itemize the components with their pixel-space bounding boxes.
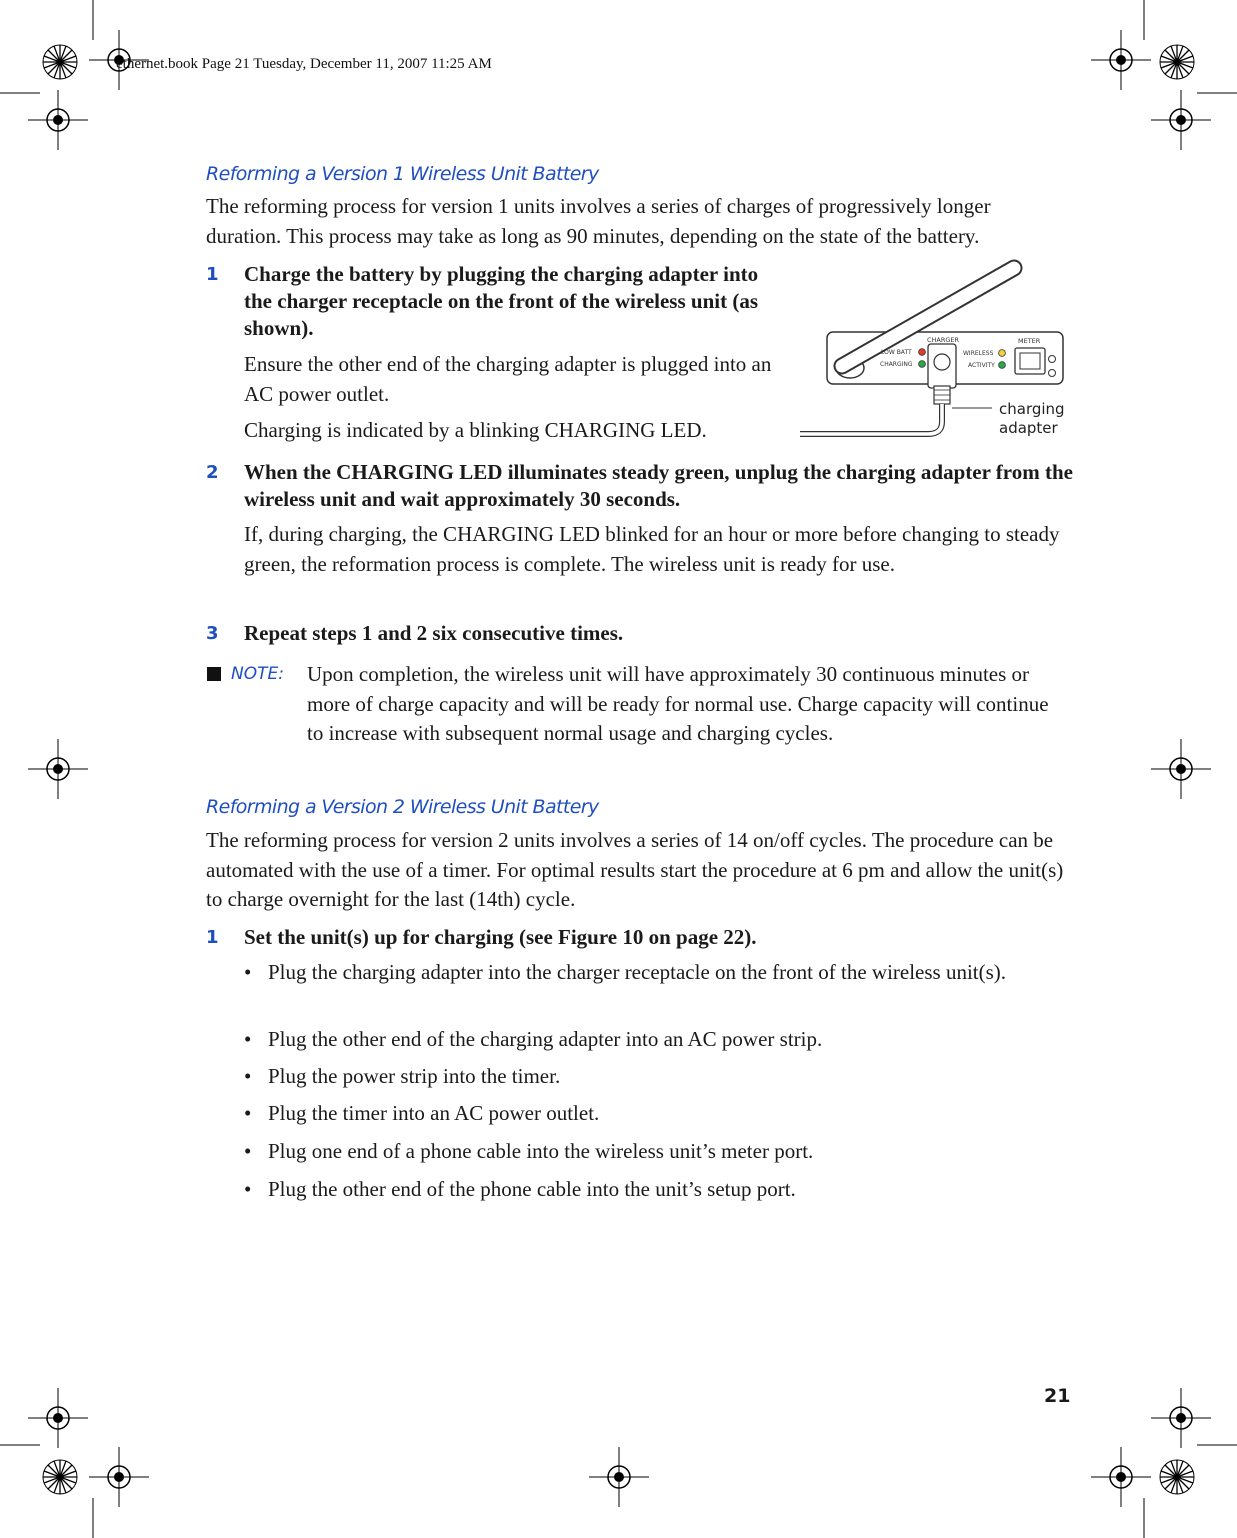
note-text: Upon completion, the wireless unit will have approximately 30 continuous minutes or more of charge capacity and will be ready for normal use. Charge capacity will continue to increase with subsequent normal usage and charging cycles. xyxy=(307,662,1049,745)
step-3-title: Repeat steps 1 and 2 six consecutive times. xyxy=(244,621,624,645)
bullet-item xyxy=(244,1099,1064,1129)
bullet-icon: • xyxy=(244,960,252,984)
meter-label: METER xyxy=(1018,337,1041,345)
step-3-number: 3 xyxy=(206,623,219,644)
callout-line-2: adapter xyxy=(999,419,1058,437)
bullet-item xyxy=(244,958,1064,1016)
bullet-item xyxy=(244,1062,1064,1092)
step-2-body: If, during charging, the CHARGING LED blinked for an hour or more before changing to steady green, the reformation process is complete. The wireless unit is ready for use. xyxy=(244,522,1060,576)
bullet-icon: • xyxy=(244,1177,252,1201)
low-batt-label: LOW BATT xyxy=(881,349,912,356)
section2-heading: Reforming a Version 2 Wireless Unit Battery xyxy=(206,796,599,818)
bullet-icon: • xyxy=(244,1101,252,1125)
section1-heading: Reforming a Version 1 Wireless Unit Battery xyxy=(206,163,599,185)
activity-label: ACTIVITY xyxy=(968,362,995,369)
note-label: NOTE: xyxy=(231,664,284,684)
step-1-title: Charge the battery by plugging the charging adapter into the charger receptacle on the front of the wireless unit (as shown). xyxy=(244,262,759,340)
bullet-text: Plug one end of a phone cable into the wireless unit’s meter port. xyxy=(268,1139,814,1163)
section2-step-1-number: 1 xyxy=(206,927,219,948)
charger-label: CHARGER xyxy=(927,336,960,344)
bullet-icon: • xyxy=(244,1027,252,1051)
activity-led xyxy=(999,362,1006,369)
note-square-icon xyxy=(207,667,221,681)
wireless-label: WIRELESS xyxy=(963,350,994,357)
step-1-body-2: Charging is indicated by a blinking CHARGING LED. xyxy=(244,418,707,442)
bullet-text: Plug the other end of the charging adapter into an AC power strip. xyxy=(268,1027,823,1051)
header-stamp: ethernet.book Page 21 Tuesday, December 11, 2007 11:25 AM xyxy=(116,56,492,72)
step-2-number: 2 xyxy=(206,462,219,483)
page-number: 21 xyxy=(1044,1385,1071,1407)
section1-intro: The reforming process for version 1 units involves a series of charges of progressively longer duration. This process may take as long as 90 minutes, depending on the state of the battery. xyxy=(206,194,991,248)
bullet-text: Plug the other end of the phone cable into the unit’s setup port. xyxy=(268,1177,796,1201)
charging-adapter-callout xyxy=(999,400,1065,438)
bullet-icon: • xyxy=(244,1139,252,1163)
section2-intro: The reforming process for version 2 units involves a series of 14 on/off cycles. The procedure can be automated with the use of a timer. For optimal results start the procedure at 6 pm and allow the unit(s) to charge overnight for the last (14th) cycle. xyxy=(206,828,1064,911)
bullet-icon: • xyxy=(244,1064,252,1088)
charging-led xyxy=(919,361,926,368)
charging-label: CHARGING xyxy=(880,361,913,368)
callout-line-1: charging xyxy=(999,400,1065,418)
bullet-text: Plug the charging adapter into the charger receptacle on the front of the wireless unit(s). xyxy=(268,960,1007,984)
charging-cable xyxy=(800,404,942,434)
section2-step-1-title: Set the unit(s) up for charging (see Figure 10 on page 22). xyxy=(244,925,757,949)
bullet-item xyxy=(244,1137,1064,1167)
step-2-title: When the CHARGING LED illuminates steady green, unplug the charging adapter from the wireless unit and wait approximately 30 seconds. xyxy=(244,460,1073,511)
step-1-number: 1 xyxy=(206,264,219,285)
bullet-text: Plug the power strip into the timer. xyxy=(268,1064,561,1088)
step-1-body-1: Ensure the other end of the charging adapter is plugged into an AC power outlet. xyxy=(244,352,772,406)
bullet-item xyxy=(244,1175,1064,1205)
bullet-text: Plug the timer into an AC power outlet. xyxy=(268,1101,600,1125)
wireless-led xyxy=(999,350,1006,357)
bullet-item xyxy=(244,1025,1064,1055)
low-batt-led xyxy=(919,349,926,356)
